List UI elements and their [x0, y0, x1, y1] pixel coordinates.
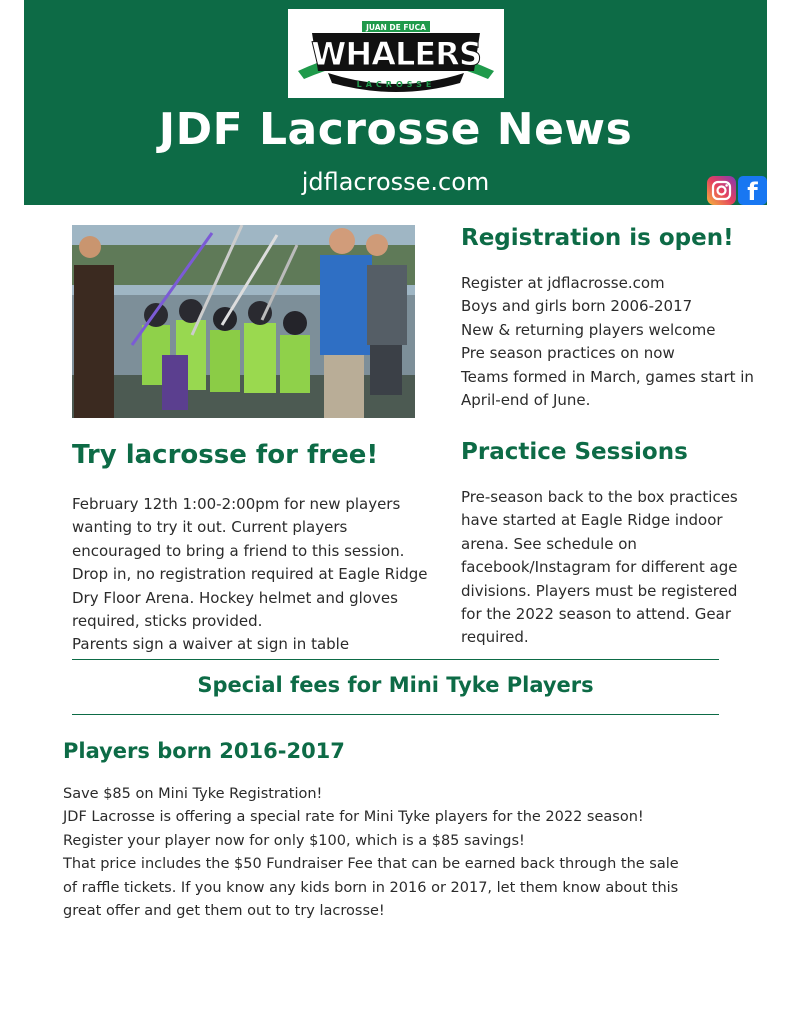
practice-line: have started at Eagle Ridge indoor: [461, 511, 723, 530]
practice-line: Pre-season back to the box practices: [461, 488, 738, 506]
try-free-line: Parents sign a waiver at sign in table: [72, 635, 350, 654]
try-free-line: wanting to try it out. Current players: [72, 518, 348, 537]
divider-bottom: [72, 714, 719, 715]
registration-line: Pre season practices on now: [461, 344, 675, 363]
try-free-text: [72, 493, 428, 657]
practice-line: facebook/Instagram for different age: [461, 558, 738, 577]
practice-line: divisions. Players must be registered: [461, 581, 738, 600]
practice-line: required.: [461, 628, 529, 647]
mini-tyke-line: That price includes the $50 Fundraiser Fee that can be earned back through the sale: [63, 856, 679, 873]
registration-line: Register at jdflacrosse.com: [461, 274, 665, 292]
try-free-line: required, sticks provided.: [72, 612, 263, 631]
practice-line: for the 2022 season to attend. Gear: [461, 605, 732, 624]
mini-tyke-line: Register your player now for only $100, which is a $85 savings!: [63, 832, 525, 849]
whalers-logo: [288, 9, 504, 98]
mini-tyke-banner: Special fees for Mini Tyke Players: [197, 673, 594, 697]
team-photo: [72, 225, 415, 418]
logo-main-text: WHALERS: [311, 35, 481, 73]
mini-tyke-line: JDF Lacrosse is offering a special rate for Mini Tyke players for the 2022 season!: [63, 809, 644, 826]
header-banner: [24, 0, 767, 205]
try-free-heading: Try lacrosse for free!: [72, 440, 379, 470]
social-icons: [707, 176, 767, 205]
registration-line: Boys and girls born 2006-2017: [461, 297, 693, 316]
registration-line: April-end of June.: [461, 391, 591, 410]
registration-list: [461, 272, 754, 412]
registration-line: New & returning players welcome: [461, 320, 716, 339]
try-free-line: Drop in, no registration required at Eagle Ridge: [72, 565, 428, 584]
instagram-icon[interactable]: [707, 176, 736, 205]
registration-heading: Registration is open!: [461, 225, 734, 251]
website-link[interactable]: jdflacrosse.com: [301, 168, 490, 196]
newsletter-title: JDF Lacrosse News: [158, 104, 633, 155]
divider-top: [72, 659, 719, 660]
facebook-icon[interactable]: f: [738, 176, 767, 205]
practice-line: arena. See schedule on: [461, 534, 637, 553]
logo-bottom-text: LACROSSE: [356, 80, 436, 89]
practice-heading: Practice Sessions: [461, 439, 688, 465]
mini-tyke-text: [63, 783, 679, 923]
try-free-line: February 12th 1:00-2:00pm for new players: [72, 495, 401, 513]
mini-tyke-line: Save $85 on Mini Tyke Registration!: [63, 786, 323, 802]
logo-top-text: JUAN DE FUCA: [366, 23, 426, 32]
try-free-line: Dry Floor Arena. Hockey helmet and gloves: [72, 588, 398, 607]
practice-text: [461, 486, 738, 650]
mini-tyke-line: of raffle tickets. If you know any kids born in 2016 or 2017, let them know about this: [63, 879, 679, 896]
registration-line: Teams formed in March, games start in: [461, 367, 754, 386]
mini-tyke-line: great offer and get them out to try lacrosse!: [63, 903, 385, 920]
mini-tyke-heading: Players born 2016-2017: [63, 739, 345, 763]
try-free-line: encouraged to bring a friend to this session.: [72, 541, 405, 560]
